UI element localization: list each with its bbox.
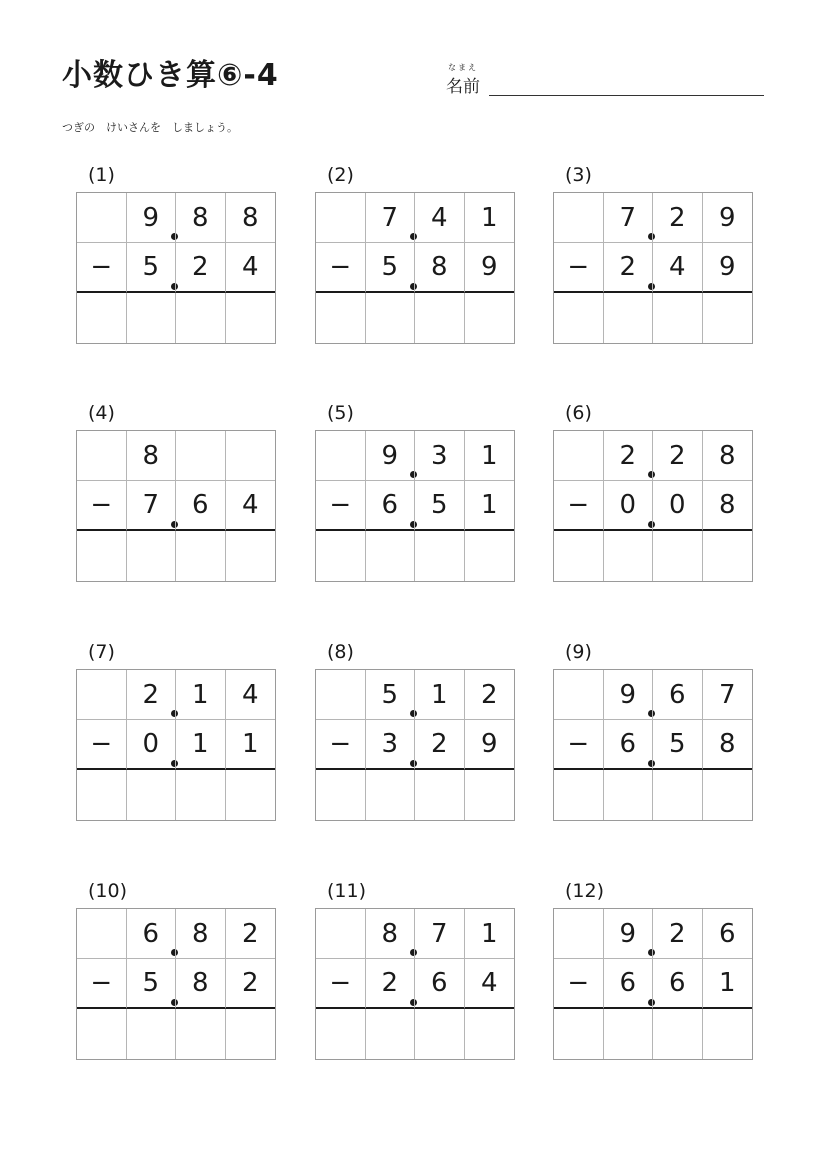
answer-cell[interactable]	[176, 1009, 226, 1059]
minuend-digit	[554, 193, 604, 243]
minuend-digit: 6	[653, 670, 703, 720]
minuend-digit	[77, 670, 127, 720]
answer-cell[interactable]	[316, 770, 366, 820]
subtraction-grid	[553, 669, 753, 821]
answer-cell[interactable]	[653, 1009, 703, 1059]
answer-cell[interactable]	[604, 770, 654, 820]
minuend-digit: 7	[415, 909, 465, 959]
minuend-digit: 6	[127, 909, 177, 959]
answer-cell[interactable]	[77, 531, 127, 581]
answer-cell[interactable]	[366, 293, 416, 343]
subtrahend-digit: 5	[366, 243, 416, 293]
subtrahend-digit: 6	[653, 959, 703, 1009]
answer-cell[interactable]	[176, 770, 226, 820]
subtrahend-digit: 9	[465, 720, 515, 770]
answer-cell[interactable]	[77, 770, 127, 820]
answer-cell[interactable]	[415, 531, 465, 581]
minus-sign: −	[316, 959, 366, 1009]
problem-number: (3)	[565, 164, 592, 186]
subtraction-grid	[553, 908, 753, 1060]
problem-number: (2)	[327, 164, 354, 186]
problem-number: (12)	[565, 880, 605, 902]
answer-cell[interactable]	[653, 531, 703, 581]
minuend-digit: 6	[703, 909, 753, 959]
minuend-digit	[554, 670, 604, 720]
subtrahend-digit: 4	[226, 481, 276, 531]
answer-cell[interactable]	[77, 1009, 127, 1059]
subtrahend-digit: 6	[604, 959, 654, 1009]
subtraction-grid	[315, 669, 515, 821]
subtraction-grid	[315, 908, 515, 1060]
answer-cell[interactable]	[554, 531, 604, 581]
subtrahend-digit: 5	[653, 720, 703, 770]
subtrahend-digit: 0	[127, 720, 177, 770]
problem-number: (5)	[327, 402, 354, 424]
answer-cell[interactable]	[604, 293, 654, 343]
subtrahend-digit: 6	[366, 481, 416, 531]
minuend-digit: 7	[703, 670, 753, 720]
answer-cell[interactable]	[465, 531, 515, 581]
subtraction-grid	[76, 669, 276, 821]
problem-number: (1)	[88, 164, 115, 186]
minus-sign: −	[554, 243, 604, 293]
answer-cell[interactable]	[703, 1009, 753, 1059]
minus-sign: −	[77, 243, 127, 293]
subtrahend-digit: 0	[604, 481, 654, 531]
problem-number: (11)	[327, 880, 367, 902]
minuend-digit	[77, 431, 127, 481]
answer-cell[interactable]	[127, 1009, 177, 1059]
answer-cell[interactable]	[465, 293, 515, 343]
name-ruby: なまえ	[448, 63, 478, 72]
subtrahend-digit: 1	[176, 720, 226, 770]
subtrahend-digit: 1	[226, 720, 276, 770]
minuend-digit: 7	[604, 193, 654, 243]
subtrahend-digit: 2	[415, 720, 465, 770]
minus-sign: −	[554, 959, 604, 1009]
subtrahend-digit: 9	[703, 243, 753, 293]
answer-cell[interactable]	[653, 770, 703, 820]
minuend-digit	[77, 193, 127, 243]
subtrahend-digit: 4	[653, 243, 703, 293]
minuend-digit: 1	[176, 670, 226, 720]
minuend-digit: 8	[226, 193, 276, 243]
answer-cell[interactable]	[415, 770, 465, 820]
subtraction-grid	[76, 430, 276, 582]
minuend-digit	[226, 431, 276, 481]
subtraction-grid	[553, 430, 753, 582]
minuend-digit: 2	[127, 670, 177, 720]
answer-cell[interactable]	[703, 531, 753, 581]
answer-cell[interactable]	[77, 293, 127, 343]
minuend-digit: 8	[366, 909, 416, 959]
answer-cell[interactable]	[703, 770, 753, 820]
answer-cell[interactable]	[554, 770, 604, 820]
answer-cell[interactable]	[127, 770, 177, 820]
minus-sign: −	[554, 720, 604, 770]
answer-cell[interactable]	[226, 293, 276, 343]
minuend-digit: 4	[226, 670, 276, 720]
subtrahend-digit: 2	[176, 243, 226, 293]
answer-cell[interactable]	[176, 293, 226, 343]
problem-number: (4)	[88, 402, 115, 424]
minuend-digit: 1	[415, 670, 465, 720]
subtrahend-digit: 6	[176, 481, 226, 531]
subtrahend-digit: 8	[703, 481, 753, 531]
minuend-digit: 9	[366, 431, 416, 481]
problem-number: (8)	[327, 641, 354, 663]
answer-cell[interactable]	[554, 1009, 604, 1059]
minuend-digit: 2	[653, 193, 703, 243]
minuend-digit: 1	[465, 193, 515, 243]
minuend-digit: 1	[465, 431, 515, 481]
subtrahend-digit: 5	[127, 243, 177, 293]
problem-number: (6)	[565, 402, 592, 424]
worksheet-title: 小数ひき算⑥-4	[62, 58, 279, 93]
answer-cell[interactable]	[226, 531, 276, 581]
subtrahend-digit: 8	[703, 720, 753, 770]
answer-cell[interactable]	[703, 293, 753, 343]
instruction-text: つぎの けいさんを しましょう。	[62, 121, 238, 134]
answer-cell[interactable]	[176, 531, 226, 581]
subtraction-grid	[76, 192, 276, 344]
problem-number: (7)	[88, 641, 115, 663]
answer-cell[interactable]	[316, 531, 366, 581]
minuend-digit: 8	[127, 431, 177, 481]
minus-sign: −	[316, 481, 366, 531]
minuend-digit: 2	[653, 909, 703, 959]
subtrahend-digit: 1	[703, 959, 753, 1009]
minuend-digit: 9	[127, 193, 177, 243]
answer-cell[interactable]	[226, 770, 276, 820]
minuend-digit: 8	[703, 431, 753, 481]
minuend-digit: 2	[226, 909, 276, 959]
minuend-digit	[316, 909, 366, 959]
minus-sign: −	[316, 720, 366, 770]
subtrahend-digit: 6	[415, 959, 465, 1009]
minuend-digit	[77, 909, 127, 959]
name-write-line[interactable]	[489, 95, 764, 96]
answer-cell[interactable]	[415, 293, 465, 343]
subtrahend-digit: 2	[366, 959, 416, 1009]
subtraction-grid	[553, 192, 753, 344]
answer-cell[interactable]	[366, 770, 416, 820]
minus-sign: −	[77, 481, 127, 531]
minuend-digit: 9	[604, 670, 654, 720]
minuend-digit: 4	[415, 193, 465, 243]
subtrahend-digit: 4	[226, 243, 276, 293]
minuend-digit	[316, 670, 366, 720]
answer-cell[interactable]	[554, 293, 604, 343]
minuend-digit: 1	[465, 909, 515, 959]
subtrahend-digit: 4	[465, 959, 515, 1009]
minus-sign: −	[77, 720, 127, 770]
answer-cell[interactable]	[604, 531, 654, 581]
problem-number: (9)	[565, 641, 592, 663]
subtrahend-digit: 5	[415, 481, 465, 531]
subtrahend-digit: 3	[366, 720, 416, 770]
answer-cell[interactable]	[316, 293, 366, 343]
subtrahend-digit: 7	[127, 481, 177, 531]
minuend-digit: 8	[176, 909, 226, 959]
minus-sign: −	[316, 243, 366, 293]
minus-sign: −	[77, 959, 127, 1009]
problem-number: (10)	[88, 880, 128, 902]
minuend-digit: 2	[653, 431, 703, 481]
answer-cell[interactable]	[127, 293, 177, 343]
answer-cell[interactable]	[653, 293, 703, 343]
answer-cell[interactable]	[604, 1009, 654, 1059]
subtraction-grid	[315, 192, 515, 344]
minuend-digit: 9	[703, 193, 753, 243]
minuend-digit	[176, 431, 226, 481]
minuend-digit: 9	[604, 909, 654, 959]
subtrahend-digit: 1	[465, 481, 515, 531]
subtraction-grid	[76, 908, 276, 1060]
minuend-digit: 2	[465, 670, 515, 720]
subtrahend-digit: 5	[127, 959, 177, 1009]
minuend-digit	[316, 431, 366, 481]
subtrahend-digit: 2	[604, 243, 654, 293]
minuend-digit: 8	[176, 193, 226, 243]
answer-cell[interactable]	[226, 1009, 276, 1059]
minuend-digit	[554, 909, 604, 959]
subtrahend-digit: 6	[604, 720, 654, 770]
minuend-digit: 2	[604, 431, 654, 481]
answer-cell[interactable]	[366, 1009, 416, 1059]
subtraction-grid	[315, 430, 515, 582]
answer-cell[interactable]	[366, 531, 416, 581]
subtrahend-digit: 2	[226, 959, 276, 1009]
answer-cell[interactable]	[465, 1009, 515, 1059]
answer-cell[interactable]	[127, 531, 177, 581]
subtrahend-digit: 9	[465, 243, 515, 293]
subtrahend-digit: 8	[415, 243, 465, 293]
answer-cell[interactable]	[415, 1009, 465, 1059]
minuend-digit	[554, 431, 604, 481]
answer-cell[interactable]	[465, 770, 515, 820]
answer-cell[interactable]	[316, 1009, 366, 1059]
subtrahend-digit: 8	[176, 959, 226, 1009]
minuend-digit	[316, 193, 366, 243]
minus-sign: −	[554, 481, 604, 531]
minuend-digit: 3	[415, 431, 465, 481]
minuend-digit: 5	[366, 670, 416, 720]
minuend-digit: 7	[366, 193, 416, 243]
name-label: 名前	[446, 77, 480, 97]
subtrahend-digit: 0	[653, 481, 703, 531]
